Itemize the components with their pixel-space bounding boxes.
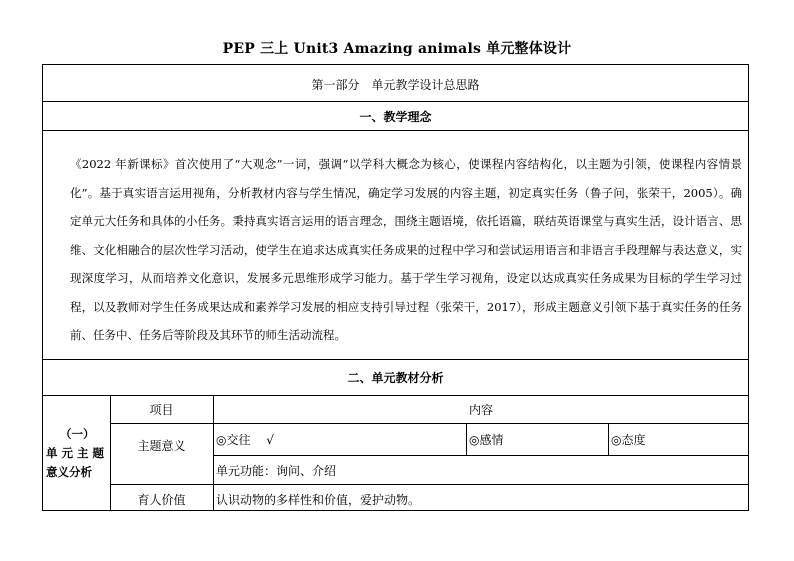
col-divider [608,423,609,455]
document-title: PEP 三上 Unit3 Amazing animals 单元整体设计 [222,41,572,57]
body-paragraph: 《2022 年新课标》首次使用了“大观念”一词，强调“以学科大概念为核心，使课程内容结构化，以主题为引领，使课程内容情景化”。基于真实语言运用视角，分析教材内容与学生情况，确定学习发展的内容主题，初定真实任务（鲁子问，张荣干，2005）。确定单元大任务和具体的小任务。秉持真实语言运用的语言理念，围绕主题语境，依托语篇，联结英语课堂与真实生活，设计语言、思维、文化相融合的层次性学习活动，使学生在追求达成真实任务成果的过程中学习和尝试运用语言和非语言手段理解与表达意义，实现深度学习，从而培养文化意识，发展多元思维形成学习能力。基于学生学习视角，设定以达成真实任务成果为目标的学生学习过程，以及教师对学生任务成果达成和素养学习发展的相应支持引导过程（张荣干，2017），形成主题意义引领下基于真实任务的任务前、任务中、任务后等阶段及其环节的师生活动流程。 [70,157,742,342]
option-emotion: ◎感情 [469,433,504,447]
option-attitude: ◎态度 [611,433,646,447]
row-divider [42,130,749,131]
row-group-label [46,425,108,482]
value-label: 育人价值 [137,493,186,507]
row-divider [110,484,749,485]
option-communication: ◎交往 √ [216,433,274,447]
row-divider [42,359,749,360]
value-text: 认识动物的多样性和价值，爱护动物。 [216,493,421,507]
row-group-line: （一） [60,427,95,441]
row-group-line: 意义分析 [46,465,92,479]
row-divider [42,101,749,102]
part-heading: 第一部分 单元教学设计总思路 [311,78,480,92]
section-heading: 二、单元教材分析 [347,371,444,385]
col-divider [466,423,467,455]
row-divider [213,455,749,456]
section-heading: 一、教学理念 [359,110,432,124]
row-divider [110,423,749,424]
theme-label: 主题意义 [137,439,186,453]
row-divider [42,395,749,396]
unit-function: 单元功能：询问、介绍 [216,464,337,478]
column-header-item: 项目 [149,403,174,417]
row-group-line: 单 元 主 题 [46,446,105,460]
column-header-content: 内容 [468,403,493,417]
